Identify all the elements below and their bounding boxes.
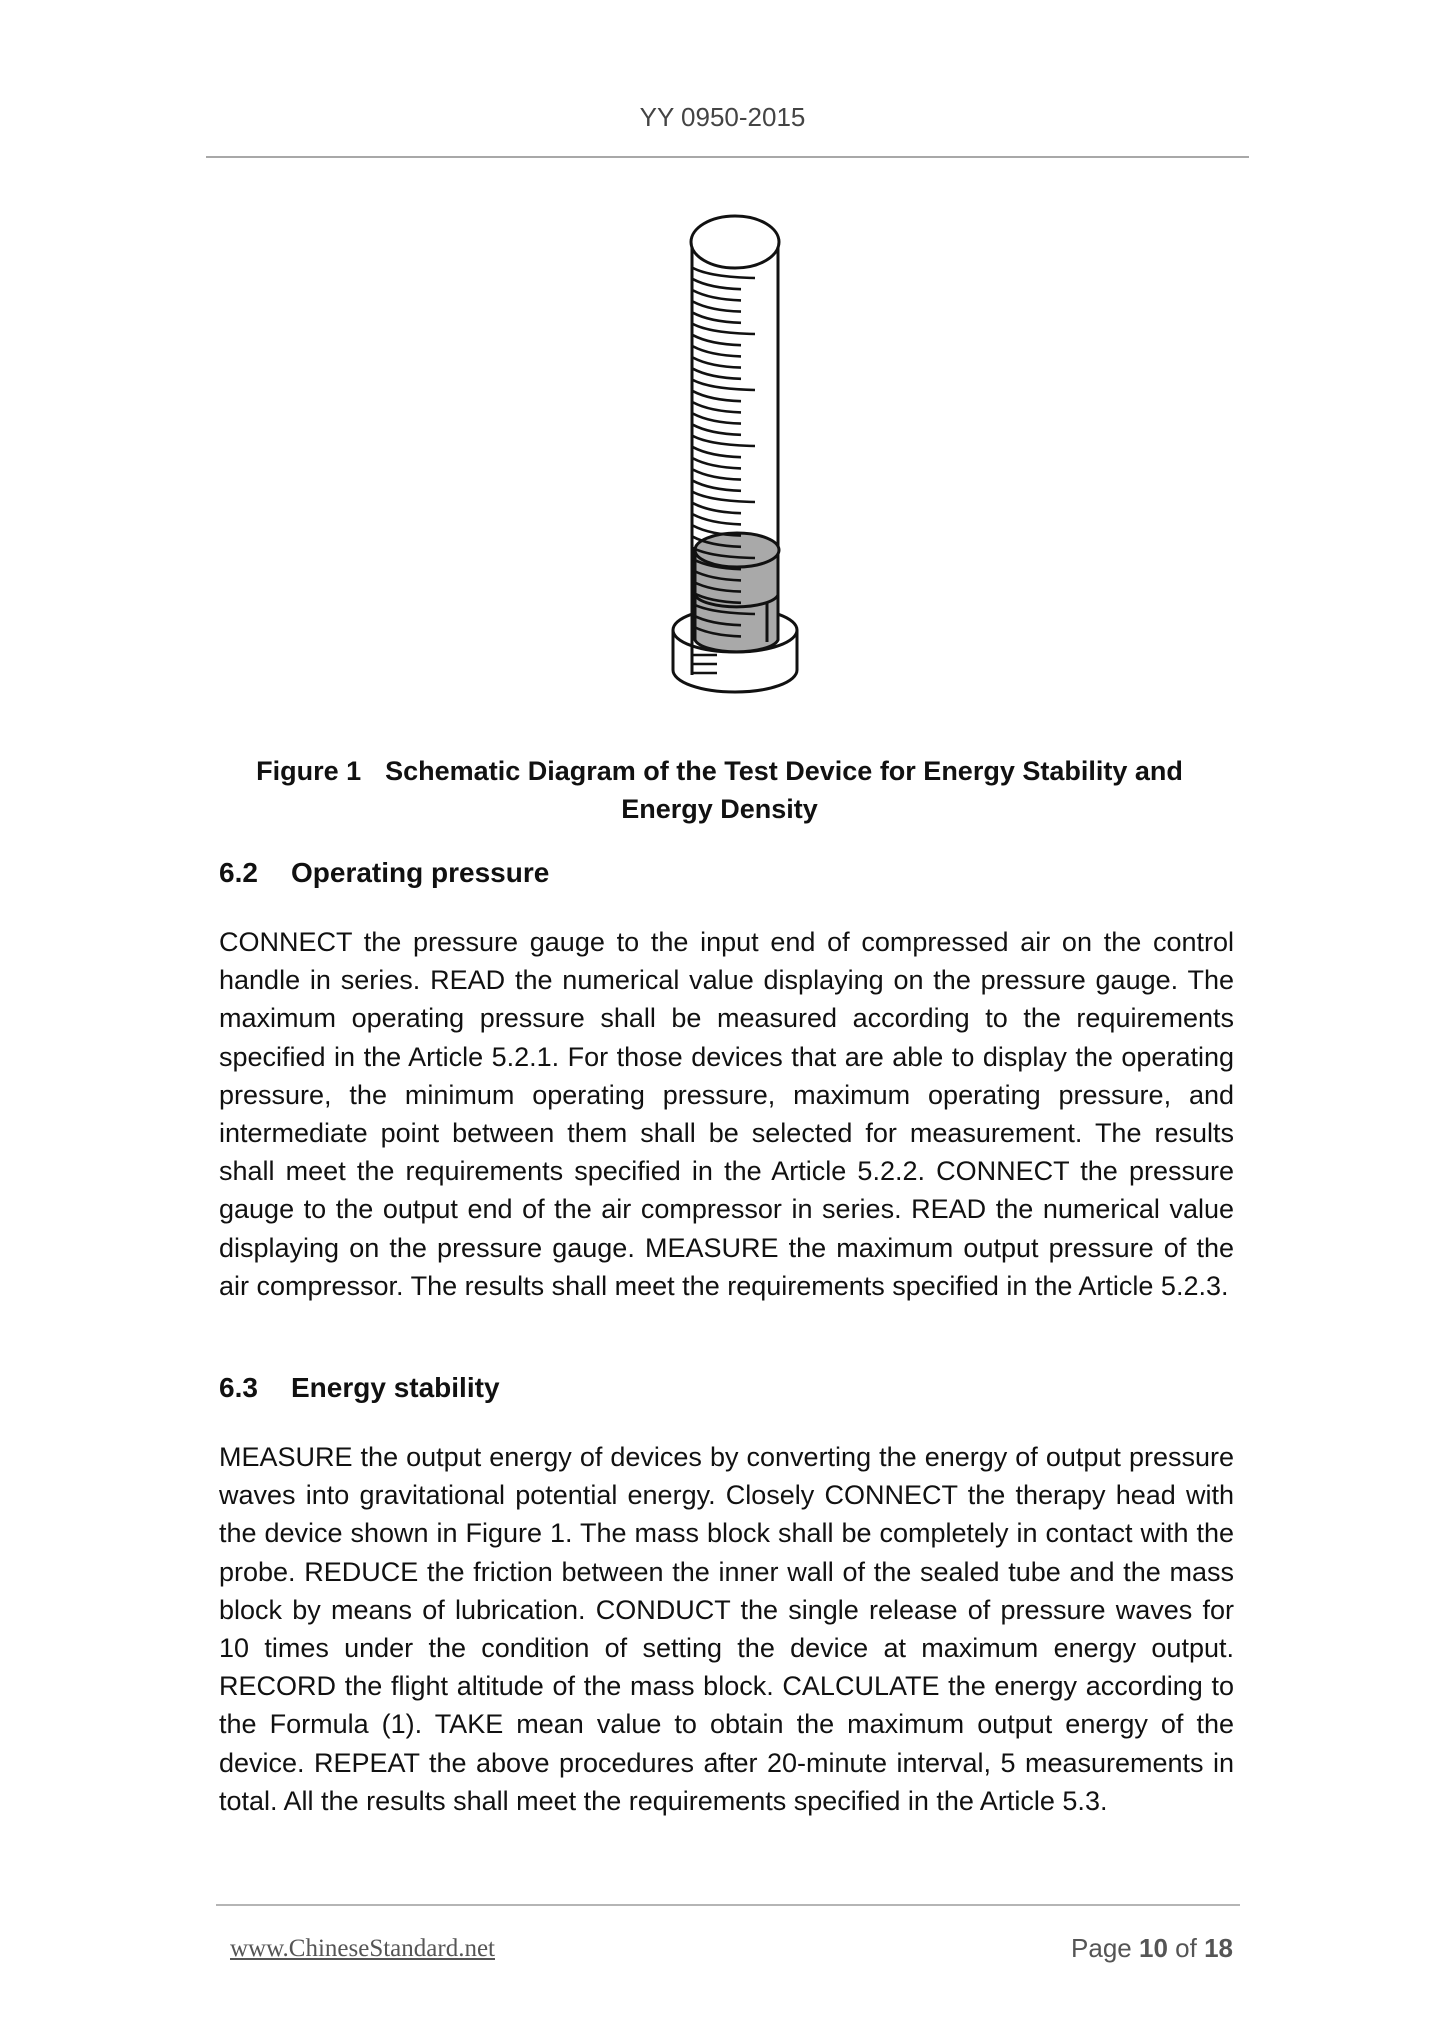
minor-tick (693, 369, 741, 379)
page-of: of (1175, 1933, 1197, 1963)
section-title: Operating pressure (291, 857, 550, 888)
minor-tick (693, 470, 741, 480)
major-tick (693, 492, 755, 502)
tube-opening (691, 216, 779, 268)
major-tick (693, 380, 755, 390)
section-heading-6-3 (219, 1372, 500, 1404)
minor-tick (693, 503, 741, 513)
footer-divider (216, 1904, 1240, 1906)
major-tick (693, 324, 755, 334)
website-link[interactable]: www.ChineseStandard.net (230, 1935, 495, 1962)
minor-tick (693, 335, 741, 345)
document-id-header: YY 0950-2015 (639, 102, 806, 132)
minor-tick (693, 514, 741, 524)
minor-tick (693, 425, 741, 435)
minor-tick (693, 458, 741, 468)
page-prefix: Page (1071, 1933, 1132, 1963)
section-title: Energy stability (291, 1372, 500, 1403)
section-body-6-2: CONNECT the pressure gauge to the input end of compressed air on the control handle in series. READ the numerical value displaying on the pressure gauge. The maximum operating pressure shall be measured according to the requirements specified in the Article 5.2.1. For those devices that are able to display the operating pressure, the minimum operating pressure, maximum operating pressure, and intermediate point between them shall be selected for measurement. The results shall meet the requirements specified in the Article 5.2.2. CONNECT the pressure gauge to the output end of the air compressor in series. READ the numerical value displaying on the pressure gauge. MEASURE the maximum output pressure of the air compressor. The results shall meet the requirements specified in the Article 5.2.3. (219, 927, 1234, 1301)
figure-caption (209, 752, 1230, 828)
minor-tick (693, 290, 741, 300)
section-number: 6.2 (219, 857, 258, 888)
page-indicator (1071, 1933, 1233, 1964)
section-body-6-3: MEASURE the output energy of devices by converting the energy of output pressure waves into gravitational potential energy. Closely CONNECT the therapy head with the device shown in Figure 1. The mass block shall be completely in contact with the probe. REDUCE the friction between the inner wall of the sealed tube and the mass block by means of lubrication. CONDUCT the single release of pressure waves for 10 times under the condition of setting the device at maximum energy output. RECORD the flight altitude of the mass block. CALCULATE the energy according to the Formula (1). TAKE mean value to obtain the maximum output energy of the device. REPEAT the above procedures after 20-minute interval, 5 measurements in total. All the results shall meet the requirements specified in the Article 5.3. (219, 1442, 1234, 1816)
major-tick (693, 436, 755, 446)
section-number: 6.3 (219, 1372, 258, 1403)
figure-number: Figure 1 (256, 756, 362, 786)
graduated-tube-illustration (655, 210, 815, 700)
minor-tick (693, 481, 741, 491)
minor-tick (693, 391, 741, 401)
minor-tick (693, 313, 741, 323)
minor-tick (693, 402, 741, 412)
page-current: 10 (1139, 1933, 1168, 1963)
minor-tick (693, 447, 741, 457)
minor-tick (693, 526, 741, 536)
minor-tick (693, 302, 741, 312)
minor-tick (693, 358, 741, 368)
section-heading-6-2 (219, 857, 549, 889)
header-divider (206, 156, 1249, 158)
major-tick (693, 268, 755, 278)
minor-tick (693, 414, 741, 424)
page-total: 18 (1204, 1933, 1233, 1963)
minor-tick (693, 346, 741, 356)
minor-tick (693, 279, 741, 289)
test-device-diagram (655, 210, 815, 700)
figure-title: Schematic Diagram of the Test Device for Energy Stability and Energy Density (385, 756, 1183, 824)
